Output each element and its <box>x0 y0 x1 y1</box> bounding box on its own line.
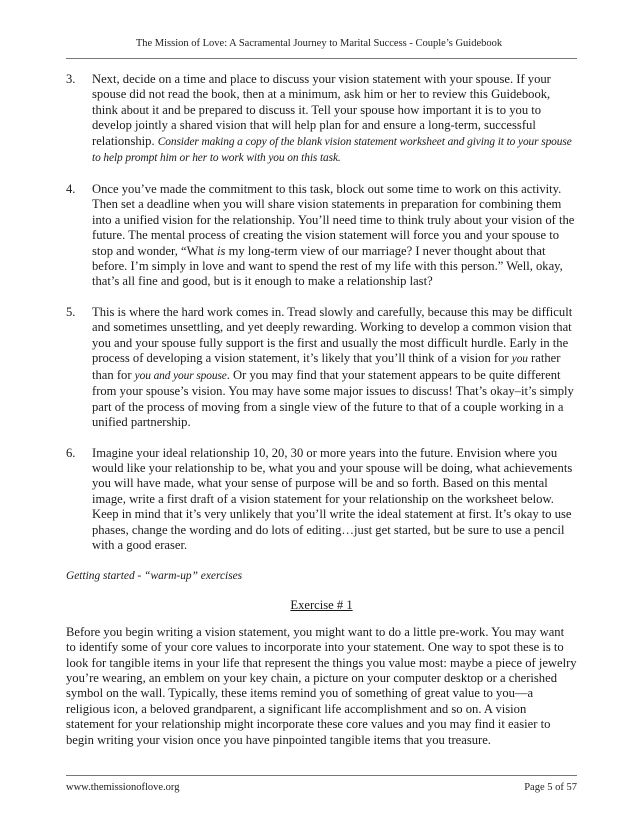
page-header: The Mission of Love: A Sacramental Journey to Marital Success - Couple’s Guidebook <box>135 38 503 49</box>
item-number: 6. <box>66 445 76 460</box>
item-italic-text: is <box>217 243 226 258</box>
item-text: Once you’ve made the commitment to this task, block out some time to work on this activity. Then set a deadline when you will share vision statements in preparation for combining them into a unified vision for the relationship. You’ll need time to think truly about your vision of the future. The mental process of creating the vision statement will force you and your spouse to stop and wonder, “What <box>92 181 575 258</box>
list-item-4 <box>66 182 577 290</box>
item-text: Next, decide on a time and place to discuss your vision statement with your spouse. If your spouse did not read the book, then at a minimum, ask him or her to review this Guidebook, think about it and be prepared to discuss it. Tell your spouse how important it is to you to develop jointly a shared vision that will help plan for and ensure a long-term, successful relationship. <box>92 72 551 148</box>
footer-divider <box>66 775 577 776</box>
page-number: Page 5 of 57 <box>524 782 577 793</box>
item-number: 4. <box>66 181 76 196</box>
section-heading: Getting started - “warm-up” exercises <box>66 569 243 582</box>
item-text: This is where the hard work comes in. Tread slowly and carefully, because this may be difficult and sometimes unsettling, and yet deeply rewarding. Working to develop a common vision that you and your spouse fully support is the first and usually the most difficult hurdle. Early in the process of developing a vision statement, it’s likely that you’ll think of a vision for <box>92 304 573 366</box>
header-divider <box>66 58 577 59</box>
exercise-title: Exercise # 1 <box>290 598 353 613</box>
list-item-6 <box>66 446 577 554</box>
item-number: 3. <box>66 72 76 86</box>
item-text: rather than for <box>92 351 561 382</box>
item-italic-text: Consider making a copy of the blank vision statement worksheet and giving it to your spouse to help prompt him or her to work with you on this task. <box>92 135 572 165</box>
item-italic-text: you <box>511 353 528 366</box>
numbered-list <box>66 72 577 554</box>
page-body <box>66 72 577 748</box>
exercise-paragraph: Before you begin writing a vision statement, you might want to do a little pre-work. You may want to identify some of your core values to incorporate into your statement. One way to spot these is to look for tangible items in your life that represent the things you value most: maybe a piece of jewelry you’re wearing, an emblem on your key chain, a picture on your computer desktop or a cherished symbol on the wall. Typically, these items remind you of something of great value to you—a religious icon, a beloved grandparent, a significant life accomplishment and so on. A vision statement for your relationship might incorporate these core values and you may find it easier to begin writing your vision once you have pinpointed tangible items that you treasure. <box>66 624 577 747</box>
list-item-3 <box>66 72 577 167</box>
item-text: my long-term view of our marriage? I never thought about that before. I’m simply in love and want to spend the rest of my life with this person.” Well, okay, that’s all fine and good, but is it enough to make a relationship last? <box>92 243 563 289</box>
item-text: Imagine your ideal relationship 10, 20, 30 or more years into the future. Envision where you would like your relationship to be, what you and your spouse will be doing, what achievements you will have made, what your sense of purpose will be and so forth. Based on this mental image, write a first draft of a vision statement for your relationship on the worksheet below. Keep in mind that it’s very unlikely that you’ll write the ideal statement at first. It’s okay to use phases, change the wording and do lots of editing…just get started, but be sure to use a pencil with a good eraser. <box>92 445 573 553</box>
item-text: . Or you may find that your statement appears to be quite different from your spouse’s vision. You may have some major issues to discuss! That’s okay–it’s simply part of the process of moving from a single view of the future to that of a couple working in a unified partnership. <box>92 367 574 430</box>
footer-website: www.themissionoflove.org <box>66 782 180 793</box>
item-italic-text: you and your spouse <box>134 369 227 382</box>
list-item-5 <box>66 305 577 431</box>
item-number: 5. <box>66 304 76 319</box>
